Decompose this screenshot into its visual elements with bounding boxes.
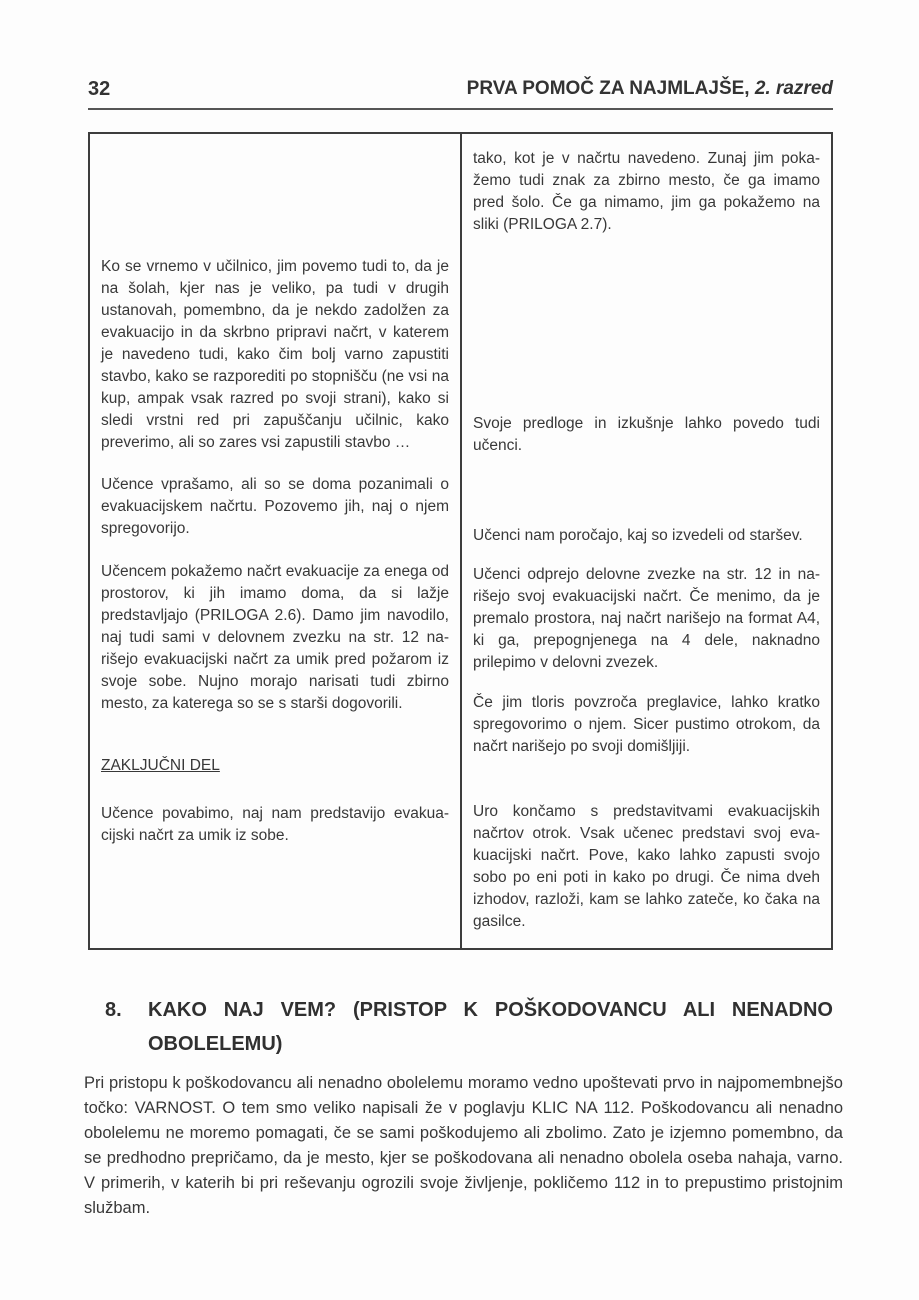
- left-paragraph-ask-students: Učence vprašamo, ali so se doma pozanimali o evakuacijskem načrtu. Pozovemo jih, naj o njem spregovorijo.: [101, 476, 449, 537]
- header-title-main: PRVA POMOČ ZA NAJMLAJŠE,: [466, 78, 755, 99]
- page-number: 32: [88, 78, 111, 100]
- table-right-column: [462, 134, 831, 948]
- section-number: 8.: [105, 999, 122, 1021]
- table-left-column: [90, 134, 462, 948]
- section-title: KAKO NAJ VEM? (PRISTOP K POŠKODOVANCU ALI NENADNO OBOLELEMU): [148, 999, 833, 1055]
- right-paragraph-parent-report: Učenci nam poročajo, kaj so izvedeli od staršev.: [473, 527, 803, 544]
- page-header: [88, 76, 833, 102]
- header-title-edition: 2. razred: [754, 78, 833, 99]
- right-paragraph-floorplan-help: Če jim tloris povzroča preglavice, lahko kratko spregovorimo o njem. Sicer pustimo otrokom, da načrt narišejo po svoji domišljiji.: [473, 694, 820, 755]
- lesson-plan-table: [88, 132, 833, 950]
- intro-paragraph: Pri pristopu k poškodovancu ali nenadno obolelemu moramo vedno upoštevati prvo in najpomembnejšo točko: VARNOST. O tem smo veliko napisali že v poglavju KLIC NA 112. Poškodovancu ali nenadno obolelemu ne moremo pomagati, če se sami poškodujemo ali zbolimo. Zato je izjemno pomembno, da se predhodno prepričamo, da je mesto, kjer se poškodovana ali nenadno obolela oseba nahaja, varno. V primerih, v katerih bi pri reševanju ogrozili svoje življenje, pokličemo 112 in to prepustimo pristojnim službam.: [84, 1074, 843, 1217]
- right-paragraph-student-suggestions: Svoje predloge in izkušnje lahko povedo tudi učenci.: [473, 415, 820, 454]
- header-divider: [88, 108, 833, 110]
- right-paragraph-lesson-end: Uro končamo s predstavitvami evakuacijskih načrtov otrok. Vsak učenec predstavi svoj evakuacijski načrt. Pove, kako lahko zapusti svojo sobo po eni poti in kako po drugi. Če nima dveh izhodov, razloži, kam se lahko zateče, ko čaka na gasilce.: [473, 803, 820, 930]
- left-paragraph-invite-presentation: Učence povabimo, naj nam predstavijo evakuacijski načrt za umik iz sobe.: [101, 805, 449, 844]
- left-paragraph-classroom: Ko se vrnemo v učilnico, jim povemo tudi to, da je na šolah, kjer nas je veliko, pa tudi v drugih ustanovah, pomembno, da je nekdo zadolžen za evakuacijo in da skrbno pripravi načrt, v katerem je navedeno tudi, kako čim bolj varno zapustiti stavbo, kako se razporediti po stopnišču (ne vsi na kup, ampak vsak razred po svoji strani), kako si sledi vrstni red pri zapuščanju učilnic, kako preverimo, ali so zares vsi zapustili stavbo …: [101, 258, 449, 451]
- right-paragraph-workbook: Učenci odprejo delovne zvezke na str. 12 in narišejo svoj evakuacijski načrt. Če menimo, da je premalo prostora, naj načrt narišejo na format A4, ki ga, prepognjenega na 4 dele, naknadno prilepimo v delovni zvezek.: [473, 566, 820, 671]
- header-title: [467, 76, 833, 102]
- section-heading: [105, 993, 833, 1061]
- left-paragraph-show-plan: Učencem pokažemo načrt evakuacije za enega od prostorov, ki jih imamo doma, da si lažje predstavljajo (PRILOGA 2.6). Damo jim navodilo, naj tudi sami v delovnem zvezku na str. 12 narišejo evakuacijski načrt za umik pred požarom iz svoje sobe. Nujno morajo narisati tudi zbirno mesto, za katerega so se s starši dogovorili.: [101, 563, 449, 712]
- right-paragraph-assembly-sign: tako, kot je v načrtu navedeno. Zunaj jim pokažemo tudi znak za zbirno mesto, če ga imamo pred šolo. Če ga nimamo, jim ga pokažemo na sliki (PRILOGA 2.7).: [473, 150, 820, 233]
- closing-part-heading: ZAKLJUČNI DEL: [101, 757, 220, 774]
